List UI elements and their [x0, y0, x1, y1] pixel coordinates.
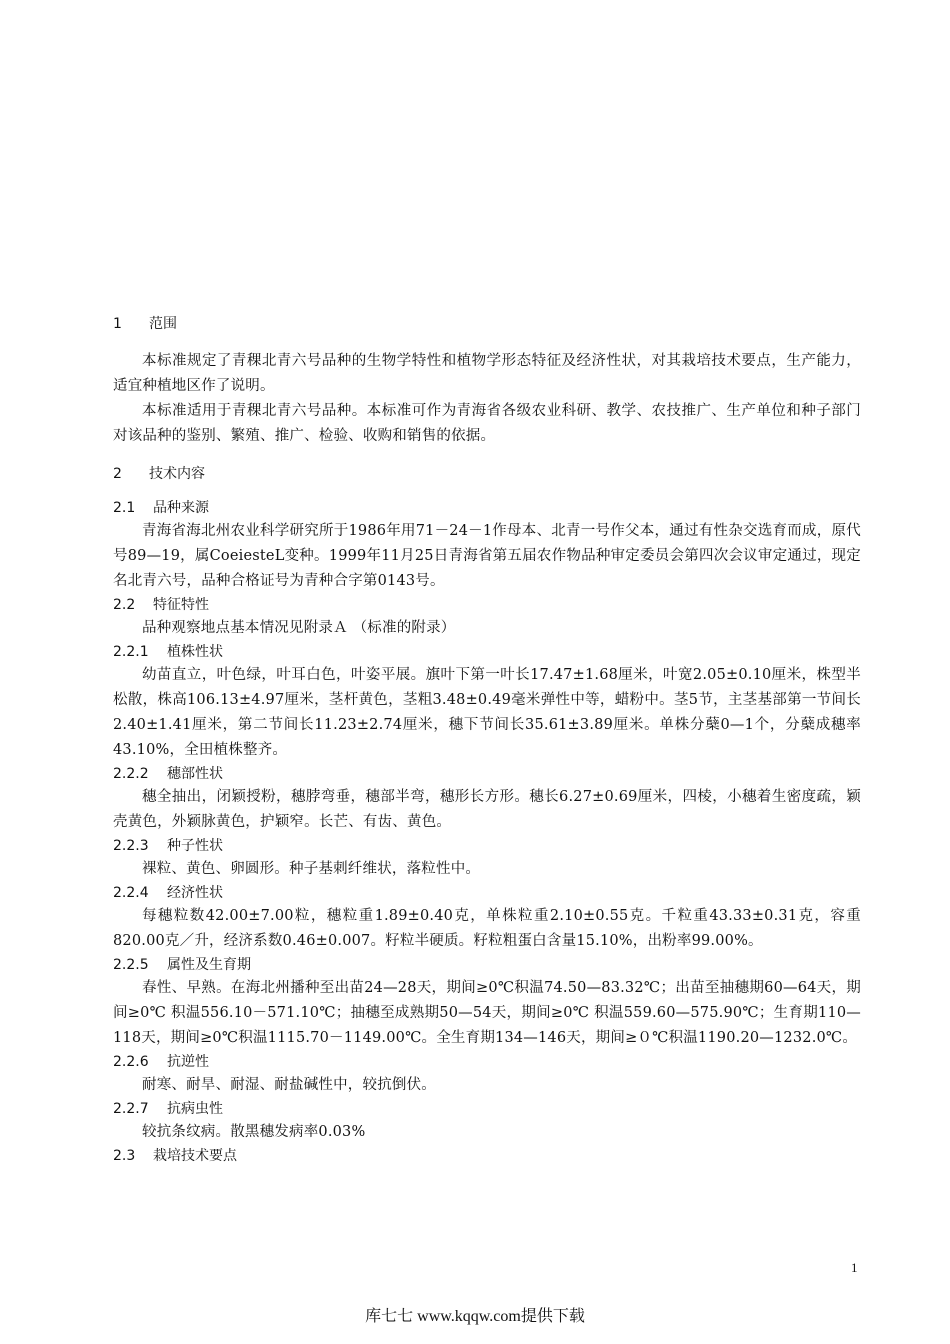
page-number: 1 — [851, 1260, 858, 1275]
section-2-heading — [113, 463, 861, 485]
section-2-2-2-heading — [113, 763, 861, 785]
paragraph: 裸粒、黄色、卵圆形。种子基刺纤维状，落粒性中。 — [142, 861, 481, 877]
section-number: 2.2.3 — [113, 838, 149, 854]
section-number: 2 — [113, 466, 122, 482]
section-title: 经济性状 — [167, 885, 223, 901]
section-number: 2.2.2 — [113, 766, 149, 782]
section-2-2-heading — [113, 594, 861, 616]
section-2-2-6-heading — [113, 1051, 861, 1073]
section-2-2-1-heading — [113, 641, 861, 663]
paragraph: 青海省海北州农业科学研究所于1986年用71－24－1作母本、北青一号作父本，通过有性杂交选育而成，原代号89—19，属CoeiesteL变种。1999年11月25日青海省第五届农作物品种审定委员会第四次会议审定通过，现定名北青六号，品种合格证号为青种合字第0143号。 — [113, 523, 861, 589]
section-number: 1 — [113, 316, 122, 332]
section-title: 抗病虫性 — [167, 1101, 223, 1117]
section-title: 抗逆性 — [167, 1054, 209, 1070]
section-number: 2.2.5 — [113, 957, 149, 973]
section-number: 2.2.4 — [113, 885, 149, 901]
section-title: 栽培技术要点 — [153, 1148, 237, 1164]
paragraph: 品种观察地点基本情况见附录Ａ （标准的附录） — [142, 620, 456, 636]
section-2-1-heading — [113, 497, 861, 519]
section-title: 品种来源 — [153, 500, 209, 516]
section-title: 范围 — [149, 316, 177, 332]
section-title: 技术内容 — [149, 466, 205, 482]
section-title: 特征特性 — [153, 597, 209, 613]
paragraph: 较抗条纹病。散黑穗发病率0.03% — [142, 1124, 366, 1140]
paragraph: 耐寒、耐旱、耐湿、耐盐碱性中，较抗倒伏。 — [142, 1077, 436, 1093]
section-title: 属性及生育期 — [167, 957, 251, 973]
footer-text: 库七七 www.kqqw.com提供下载 — [365, 1308, 585, 1325]
paragraph: 幼苗直立，叶色绿，叶耳白色，叶姿平展。旗叶下第一叶长17.47±1.68厘米，叶宽2.05±0.10厘米，株型半松散，株高106.13±4.97厘米，茎杆黄色，茎粗3.48±0.49毫米弹性中等，蜡粉中。茎5节，主茎基部第一节间长2.40±1.41厘米，第二节间长11.23±2.74厘米，穗下节间长35.61±3.89厘米。单株分蘖0—1个，分蘖成穗率43.10%，全田植株整齐。 — [113, 667, 861, 758]
section-title: 穗部性状 — [167, 766, 223, 782]
section-2-3-heading — [113, 1145, 861, 1167]
paragraph: 春性、早熟。在海北州播种至出苗24—28天，期间≥0℃积温74.50—83.32℃；出苗至抽穗期60—64天，期间≥0℃ 积温556.10－571.10℃；抽穗至成熟期50—54天，期间≥0℃ 积温559.60—575.90℃；生育期110—118天，期间≥0℃积温1115.70－1149.00℃。全生育期134—146天，期间≥０℃积温1190.20—1232.0℃。 — [113, 980, 861, 1046]
paragraph: 本标准规定了青稞北青六号品种的生物学特性和植物学形态特征及经济性状，对其栽培技术要点，生产能力，适宜种植地区作了说明。 — [113, 353, 861, 394]
paragraph: 本标准适用于青稞北青六号品种。本标准可作为青海省各级农业科研、教学、农技推广、生产单位和种子部门对该品种的鉴别、繁殖、推广、检验、收购和销售的依据。 — [113, 403, 861, 444]
section-number: 2.1 — [113, 500, 136, 516]
section-number: 2.2.6 — [113, 1054, 149, 1070]
section-2-2-4-heading — [113, 882, 861, 904]
section-1-heading — [113, 313, 861, 335]
paragraph: 穗全抽出，闭颖授粉，穗脖弯垂，穗部半弯，穗形长方形。穗长6.27±0.69厘米，四棱，小穗着生密度疏，颖壳黄色，外颖脉黄色，护颖窄。长芒、有齿、黄色。 — [113, 789, 861, 830]
section-number: 2.2.1 — [113, 644, 149, 660]
section-2-2-5-heading — [113, 954, 861, 976]
section-2-2-3-heading — [113, 835, 861, 857]
section-number: 2.2.7 — [113, 1101, 149, 1117]
section-title: 种子性状 — [167, 838, 223, 854]
section-number: 2.2 — [113, 597, 136, 613]
document-body — [113, 313, 861, 1167]
section-2-2-7-heading — [113, 1098, 861, 1120]
section-title: 植株性状 — [167, 644, 223, 660]
paragraph: 每穗粒数42.00±7.00粒，穗粒重1.89±0.40克，单株粒重2.10±0.55克。千粒重43.33±0.31克，容重820.00克／升，经济系数0.46±0.007。籽粒半硬质。籽粒粗蛋白含量15.10%，出粉率99.00%。 — [113, 908, 861, 949]
section-number: 2.3 — [113, 1148, 136, 1164]
